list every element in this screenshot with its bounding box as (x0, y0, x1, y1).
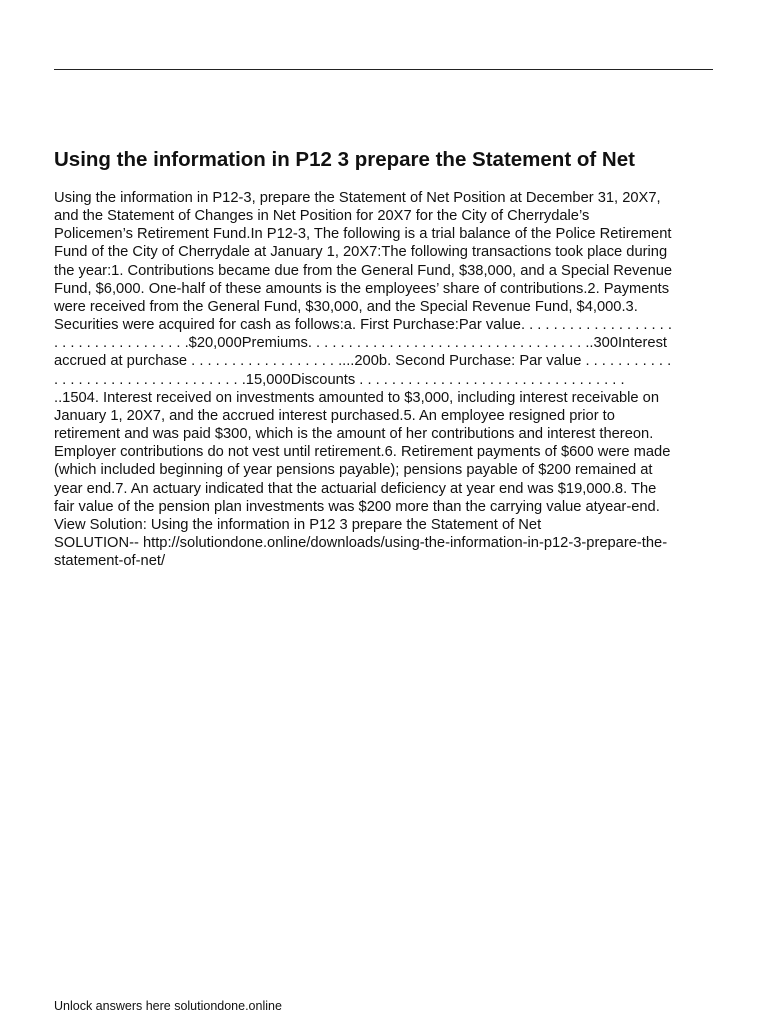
body-line: ..1504. Interest received on investments amounted to $3,000, including interest receivable on (54, 389, 660, 406)
body-line: Securities were acquired for cash as follows:a. First Purchase:Par value. . . . . . . . . . . . . . . . . . . (54, 317, 672, 334)
document-title: Using the information in P12 3 prepare the Statement of Net (54, 148, 635, 171)
body-line: and the Statement of Changes in Net Position for 20X7 for the City of Cherrydale’s (54, 208, 590, 225)
body-line: year end.7. An actuary indicated that the actuarial deficiency at year end was $19,000.8. The (54, 480, 657, 497)
body-line: (which included beginning of year pensions payable); pensions payable of $200 remained at (54, 462, 653, 479)
body-line: January 1, 20X7, and the accrued interest purchased.5. An employee resigned prior to (54, 407, 615, 424)
body-line: Employer contributions do not vest until retirement.6. Retirement payments of $600 were made (54, 444, 671, 461)
body-line: fair value of the pension plan investments was $200 more than the carrying value atyear-end. (54, 498, 660, 515)
body-line: were received from the General Fund, $30,000, and the Special Revenue Fund, $4,000.3. (54, 298, 638, 315)
body-line: Using the information in P12-3, prepare the Statement of Net Position at December 31, 20X7, (54, 190, 661, 206)
body-line: retirement and was paid $300, which is the amount of her contributions and interest thereon. (54, 426, 654, 443)
solution-link-line-continued: statement-of-net/ (54, 553, 166, 570)
body-line: the year:1. Contributions became due from the General Fund, $38,000, and a Special Revenue (54, 262, 673, 279)
body-line: Fund of the City of Cherrydale at January 1, 20X7:The following transactions took place during (54, 244, 668, 261)
body-line: . . . . . . . . . . . . . . . . .$20,000Premiums. . . . . . . . . . . . . . . . . . . . . . . . . . . . . . . . . . ..300Interest (54, 335, 667, 352)
body-line: . . . . . . . . . . . . . . . . . . . . . . . .15,000Discounts . . . . . . . . . . . . . . . . . . . . . . . . . . . . . . . . . (54, 371, 625, 388)
solution-link-line: SOLUTION-- http://solutiondone.online/downloads/using-the-information-in-p12-3-prepare-the- (54, 534, 668, 551)
body-line: Policemen’s Retirement Fund.In P12-3, The following is a trial balance of the Police Retirement (54, 226, 672, 243)
document-body (54, 189, 716, 570)
body-line: Fund, $6,000. One-half of these amounts is the employees’ share of contributions.2. Payments (54, 280, 670, 297)
footer-text: Unlock answers here solutiondone.online (54, 999, 282, 1013)
view-solution-line: View Solution: Using the information in P12 3 prepare the Statement of Net (54, 516, 542, 533)
body-line: accrued at purchase . . . . . . . . . . . . . . . . . . ....200b. Second Purchase: Par value . . . . . . . . . . . (54, 353, 672, 370)
top-divider (54, 69, 713, 70)
